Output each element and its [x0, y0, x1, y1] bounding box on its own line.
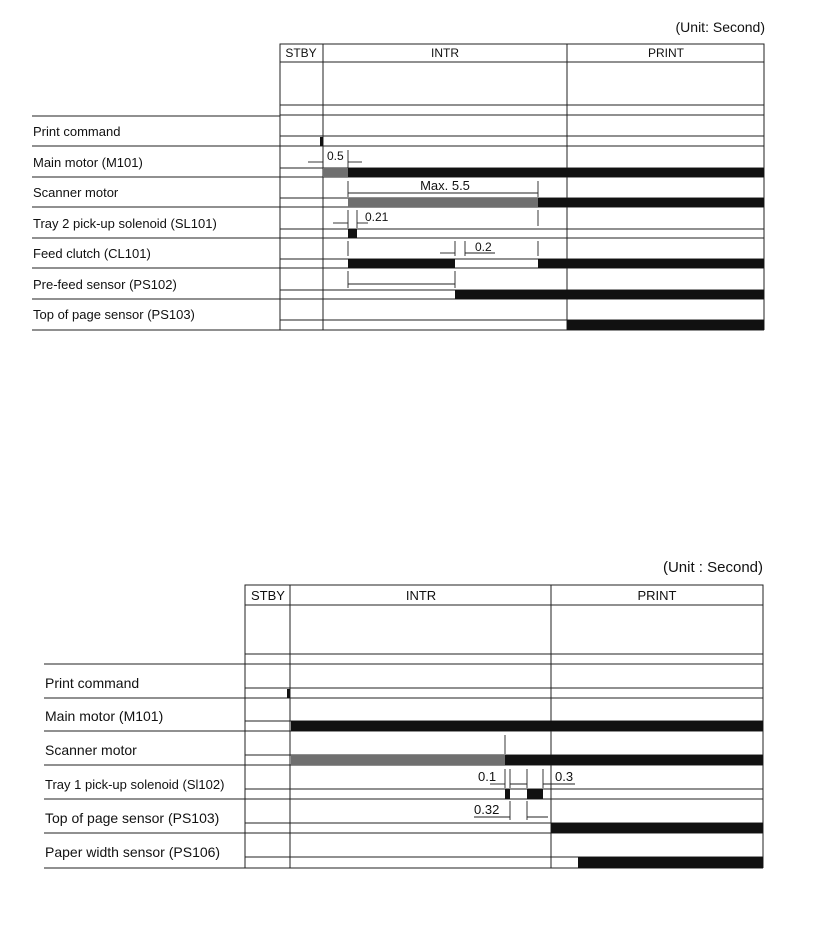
- annotation-pulse-gap: 0.3: [555, 769, 574, 784]
- row-label-feed-clutch: Feed clutch (CL101): [33, 246, 151, 261]
- row-label-scanner-motor: Scanner motor: [33, 185, 119, 200]
- row-label-main-motor: Main motor (M101): [33, 155, 143, 170]
- period-header: [280, 44, 764, 62]
- row-label-scanner-motor: Scanner motor: [45, 742, 137, 758]
- row-label-print-command: Print command: [33, 124, 121, 139]
- signal-scanner-motor: [505, 755, 763, 765]
- annotation-scanner-max: Max. 5.5: [420, 178, 470, 193]
- row-label-tray1-solenoid: Tray 1 pick-up solenoid (Sl102): [45, 777, 225, 792]
- annotation-main-motor-delay: 0.5: [327, 149, 344, 163]
- signal-scanner-motor-ramp: [291, 755, 505, 765]
- period-intr: INTR: [405, 588, 437, 603]
- row-label-top-of-page-sensor: Top of page sensor (PS103): [45, 810, 220, 826]
- row-label-paper-width-sensor: Paper width sensor (PS106): [45, 844, 221, 860]
- timing-diagram-1: [32, 19, 765, 330]
- signal-main-motor-ramp: [323, 168, 348, 177]
- annotation-feed-clutch-gap: 0.2: [475, 240, 492, 254]
- period-stby: STBY: [285, 46, 317, 60]
- signal-top-of-page-sensor: [567, 320, 764, 330]
- row-label-print-command: Print command: [45, 675, 140, 691]
- row-label-main-motor: Main motor (M101): [45, 708, 164, 724]
- signal-scanner-motor: [538, 198, 764, 207]
- signal-feed-clutch-2: [538, 259, 764, 268]
- signal-scanner-motor-ramp: [348, 198, 538, 207]
- signal-tray2-solenoid: [348, 229, 357, 238]
- signal-pre-feed-sensor: [455, 290, 764, 299]
- row-label-top-of-page-sensor: Top of page sensor (PS103): [33, 307, 195, 322]
- period-print: PRINT: [637, 588, 677, 603]
- signal-top-of-page-sensor: [551, 823, 763, 833]
- annotation-top-delay: 0.32: [474, 802, 500, 817]
- signal-main-motor: [291, 721, 763, 731]
- signal-print-command: [320, 137, 323, 146]
- period-header: [245, 585, 763, 605]
- signal-print-command: [287, 689, 290, 698]
- annotation-solenoid-on: 0.21: [365, 210, 389, 224]
- row-label-pre-feed-sensor: Pre-feed sensor (PS102): [33, 277, 177, 292]
- unit-label: (Unit : Second): [662, 559, 763, 576]
- signal-feed-clutch-1: [348, 259, 455, 268]
- timing-diagram-2: [44, 559, 763, 868]
- period-intr: INTR: [431, 46, 459, 60]
- row-label-tray2-solenoid: Tray 2 pick-up solenoid (SL101): [33, 216, 217, 231]
- signal-tray1-solenoid-1: [505, 789, 510, 799]
- period-print: PRINT: [648, 46, 684, 60]
- signal-paper-width-sensor: [578, 857, 763, 868]
- period-stby: STBY: [251, 588, 285, 603]
- signal-tray1-solenoid-2: [527, 789, 543, 799]
- signal-main-motor: [348, 168, 764, 177]
- annotation-pulse1: 0.1: [478, 769, 497, 784]
- unit-label: (Unit: Second): [675, 19, 765, 35]
